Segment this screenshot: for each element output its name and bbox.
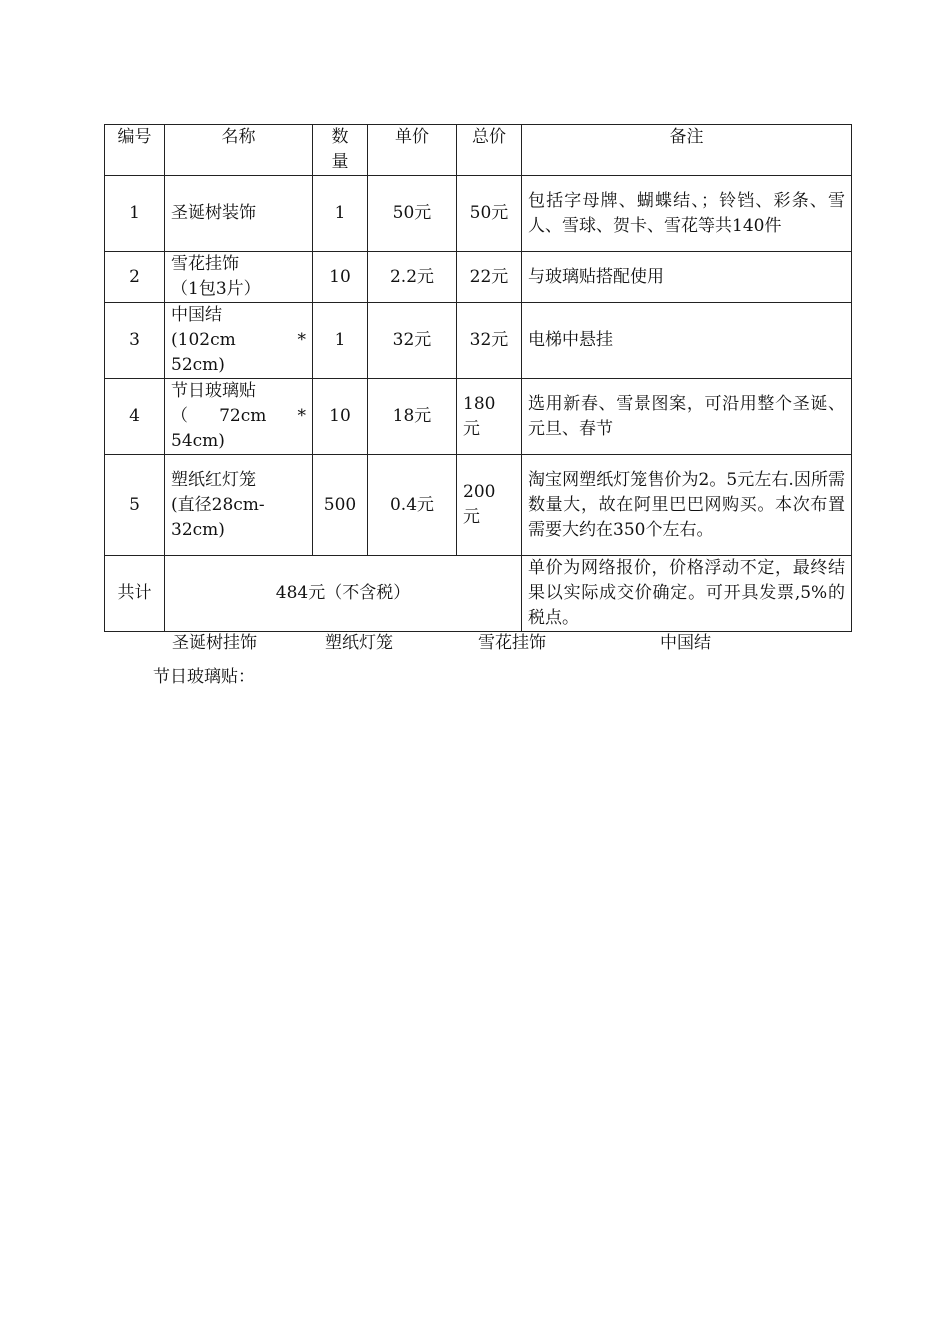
cell-name-line3: 32cm)	[171, 520, 225, 540]
cell-name-size: (102cm	[171, 330, 236, 350]
header-note: 备注	[522, 125, 852, 176]
cell-name-size: 72cm	[219, 406, 267, 426]
cell-name-line1: 塑纸红灯笼	[171, 470, 256, 490]
cell-name	[165, 455, 313, 556]
cell-qty: 10	[313, 252, 368, 303]
header-total-price: 总价	[457, 125, 522, 176]
cell-name-line1: 中国结	[171, 305, 222, 325]
table-row	[105, 303, 852, 379]
summary-note: 单价为网络报价，价格浮动不定，最终结果以实际成交价确定。可开具发票,5%的税点。	[522, 556, 852, 632]
caption-paper-lantern: 塑纸灯笼	[325, 633, 393, 653]
cell-no: 2	[105, 252, 165, 303]
header-name: 名称	[165, 125, 313, 176]
cell-no: 5	[105, 455, 165, 556]
cell-name-times: *	[297, 406, 306, 426]
summary-label: 共计	[105, 556, 165, 632]
cell-name-line1: 节日玻璃贴	[171, 381, 256, 401]
price-table	[104, 124, 852, 632]
summary-amount: 484元（不含税）	[165, 556, 522, 632]
header-unit-price: 单价	[368, 125, 457, 176]
cell-note: 选用新春、雪景图案，可沿用整个圣诞、元旦、春节	[522, 379, 852, 455]
cell-name-line2: （1包3片）	[171, 279, 261, 299]
cell-name	[165, 252, 313, 303]
cell-name-line2: (直径28cm-	[171, 495, 265, 515]
cell-unit-price: 2.2元	[368, 252, 457, 303]
cell-total-price: 32元	[457, 303, 522, 379]
cell-qty: 500	[313, 455, 368, 556]
caption-snowflake-ornament: 雪花挂饰	[478, 633, 546, 653]
cell-note: 与玻璃贴搭配使用	[522, 252, 852, 303]
cell-total-price: 50元	[457, 176, 522, 252]
summary-row	[105, 556, 852, 632]
cell-name-line1: 雪花挂饰	[171, 254, 239, 274]
cell-total-price	[457, 455, 522, 556]
cell-total-price: 22元	[457, 252, 522, 303]
cell-total-line1: 180	[463, 394, 496, 414]
cell-name-line3: 54cm)	[171, 431, 225, 451]
header-qty-line1: 数	[331, 127, 349, 147]
header-qty-line2: 量	[331, 152, 349, 172]
cell-name-line2	[171, 404, 306, 429]
cell-no: 1	[105, 176, 165, 252]
cell-unit-price: 32元	[368, 303, 457, 379]
cell-name	[165, 379, 313, 455]
cell-total-line2: 元	[463, 507, 480, 527]
caption-tree-ornament: 圣诞树挂饰	[172, 633, 257, 653]
cell-note: 电梯中悬挂	[522, 303, 852, 379]
image-captions	[0, 628, 950, 654]
cell-name-line3: 52cm)	[171, 355, 225, 375]
table-row	[105, 379, 852, 455]
cell-total-line2: 元	[463, 419, 480, 439]
cell-note: 包括字母牌、蝴蝶结、；铃铛、彩条、雪人、雪球、贺卡、雪花等共140件	[522, 176, 852, 252]
cell-qty: 1	[313, 303, 368, 379]
cell-no: 4	[105, 379, 165, 455]
cell-unit-price: 50元	[368, 176, 457, 252]
cell-unit-price: 18元	[368, 379, 457, 455]
cell-name: 圣诞树装饰	[165, 176, 313, 252]
cell-name-paren: （	[171, 406, 188, 426]
caption-window-sticker: 节日玻璃贴：	[153, 667, 255, 687]
cell-total-price	[457, 379, 522, 455]
header-no: 编号	[105, 125, 165, 176]
cell-total-line1: 200	[463, 482, 496, 502]
cell-name-times: *	[297, 330, 306, 350]
cell-name-line2	[171, 328, 306, 353]
cell-no: 3	[105, 303, 165, 379]
caption-chinese-knot: 中国结	[660, 633, 711, 653]
cell-note: 淘宝网塑纸灯笼售价为2。5元左右.因所需数量大，故在阿里巴巴网购买。本次布置需要大约在350个左右。	[522, 455, 852, 556]
cell-qty: 1	[313, 176, 368, 252]
table-row	[105, 176, 852, 252]
cell-unit-price: 0.4元	[368, 455, 457, 556]
table-row	[105, 252, 852, 303]
cell-name	[165, 303, 313, 379]
table-header-row	[105, 125, 852, 176]
cell-qty: 10	[313, 379, 368, 455]
header-qty	[313, 125, 368, 176]
table-row	[105, 455, 852, 556]
